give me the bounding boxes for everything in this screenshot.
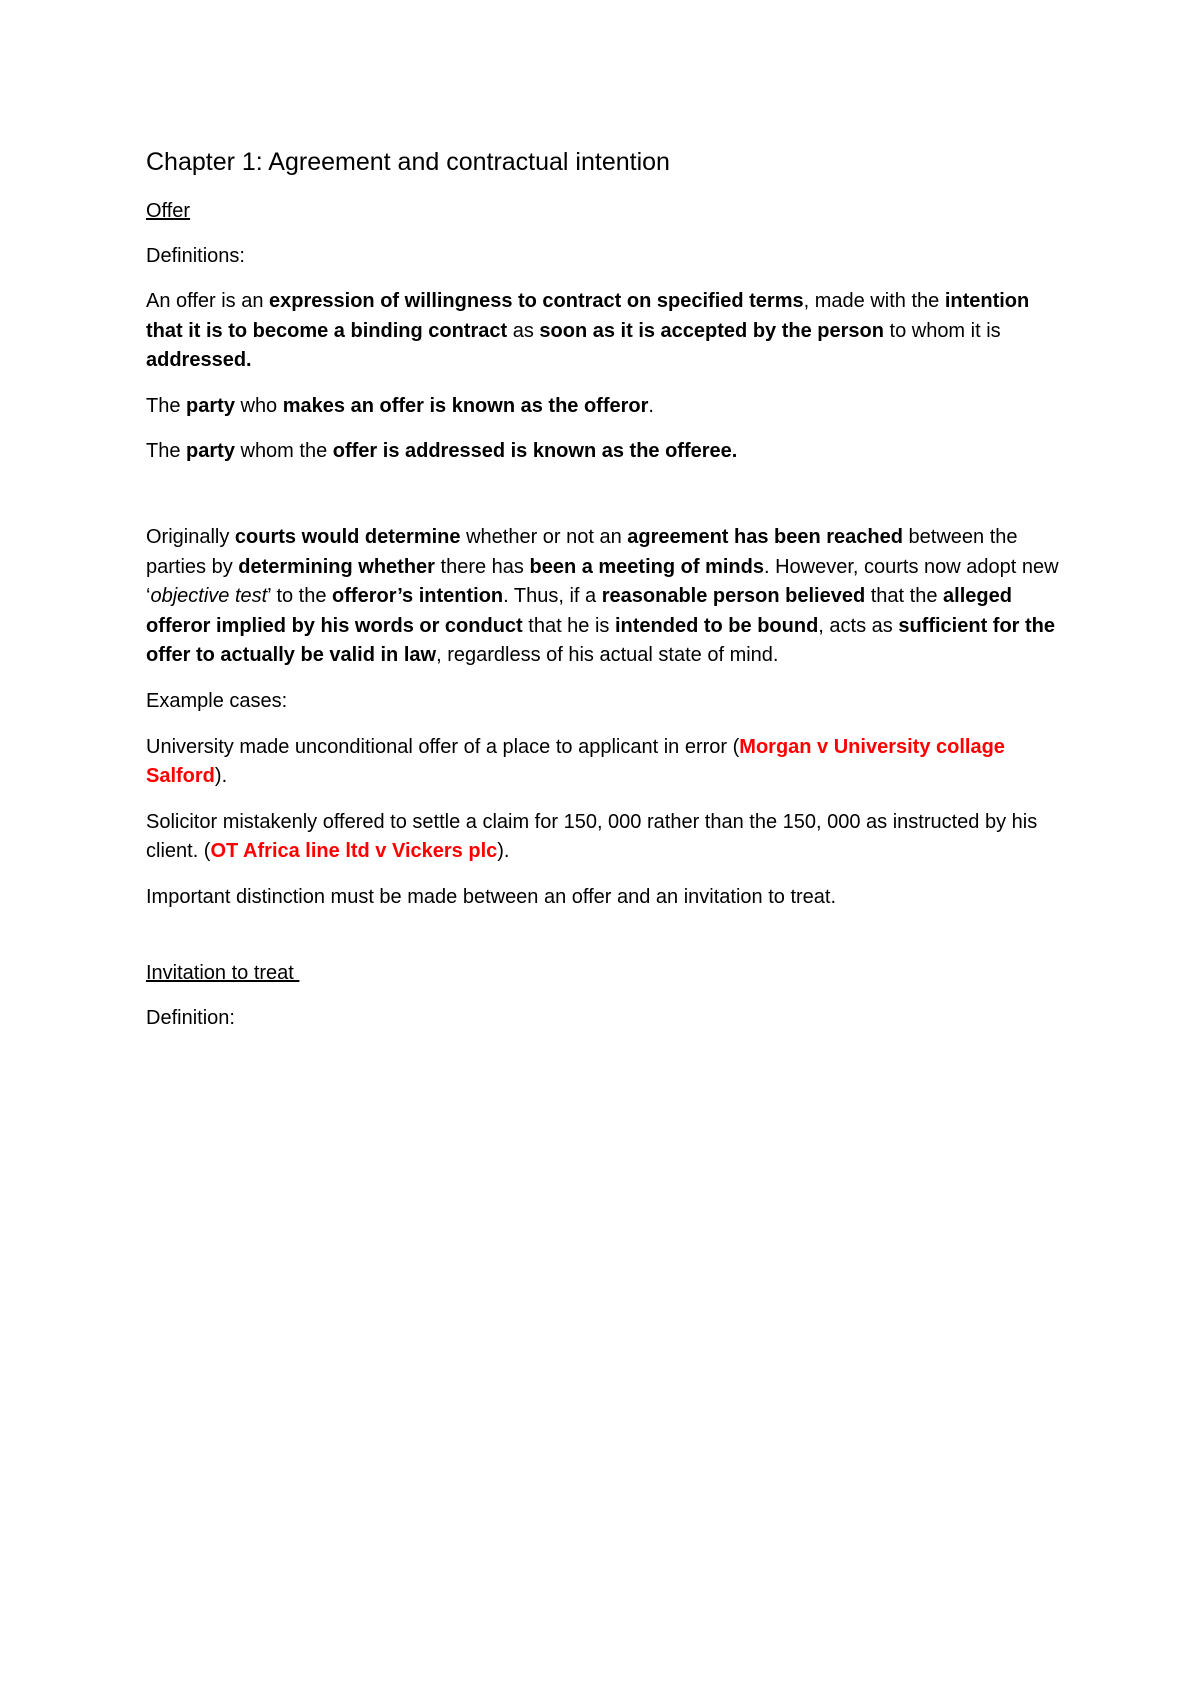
distinction-paragraph: Important distinction must be made between an offer and an invitation to treat. bbox=[146, 886, 837, 908]
text-run: Originally bbox=[146, 526, 235, 549]
text-run: that the bbox=[865, 585, 944, 608]
bold-run: expression of willingness to contract on specified terms bbox=[269, 290, 804, 313]
bold-run: soon as it is accepted by the person bbox=[539, 319, 884, 342]
bold-run: offer is addressed is known as the offeree. bbox=[332, 440, 738, 463]
text-run: Solicitor mistakenly offered to settle a claim for 150, 000 rather than the 150, 000 as instructed by his client. ( bbox=[146, 810, 1038, 863]
chapter-title: Chapter 1: Agreement and contractual intention bbox=[146, 148, 670, 176]
text-run: . Thus, if a bbox=[503, 585, 602, 608]
document-body bbox=[146, 146, 1066, 1049]
text-run: . However, courts now adopt new ‘ bbox=[146, 555, 1059, 608]
bold-run: been a meeting of minds bbox=[529, 555, 764, 578]
bold-run: sufficient for the offer to actually be valid in law bbox=[146, 614, 1055, 667]
text-run: that he is bbox=[522, 614, 615, 637]
text-run: An offer is an bbox=[146, 290, 270, 313]
text-run: as bbox=[507, 319, 540, 342]
case-citation: Morgan v University collage Salford bbox=[146, 735, 1005, 788]
text-run: ). bbox=[214, 765, 228, 788]
text-run: University made unconditional offer of a place to applicant in error ( bbox=[146, 735, 740, 758]
text-run: , made with the bbox=[803, 290, 945, 313]
bold-run: determining whether bbox=[238, 555, 435, 578]
example-case-paragraph bbox=[146, 808, 1066, 867]
text-run: whether or not an bbox=[460, 526, 628, 549]
section-heading-offer: Offer bbox=[146, 199, 191, 222]
text-run: ’ to the bbox=[267, 585, 333, 608]
text-run: ). bbox=[497, 840, 510, 863]
bold-run: offeror’s intention bbox=[332, 585, 504, 608]
bold-run: reasonable person believed bbox=[601, 585, 866, 608]
case-citation: OT Africa line ltd v Vickers plc bbox=[210, 840, 498, 863]
text-run: , regardless of his actual state of mind. bbox=[436, 644, 779, 667]
offeree-definition-paragraph bbox=[146, 437, 1066, 467]
definitions-label: Definitions: bbox=[146, 244, 245, 267]
text-run: whom the bbox=[234, 440, 333, 463]
bold-run: makes an offer is known as the offeror bbox=[282, 394, 649, 417]
bold-run: agreement has been reached bbox=[627, 526, 903, 549]
spacer bbox=[146, 483, 1066, 523]
spacer bbox=[146, 929, 1066, 959]
text-run: there has bbox=[434, 555, 530, 578]
bold-run: addressed. bbox=[146, 349, 252, 372]
section-heading-invitation-to-treat: Invitation to treat bbox=[146, 961, 300, 984]
italic-run: objective test bbox=[150, 585, 268, 608]
text-run: to whom it is bbox=[883, 319, 1001, 342]
example-cases-label: Example cases: bbox=[146, 690, 288, 713]
example-case-paragraph bbox=[146, 733, 1066, 792]
bold-run: intention that it is to become a binding contract bbox=[146, 290, 1030, 342]
definition-label: Definition: bbox=[146, 1006, 235, 1029]
text-run: who bbox=[234, 394, 283, 417]
bold-run: party bbox=[186, 440, 235, 463]
text-run: The bbox=[146, 394, 187, 417]
text-run: . bbox=[648, 394, 654, 417]
text-run: , acts as bbox=[818, 614, 899, 637]
bold-run: intended to be bound bbox=[614, 614, 819, 637]
text-run: The bbox=[146, 440, 187, 463]
offer-definition-paragraph bbox=[146, 287, 1066, 376]
bold-run: party bbox=[186, 394, 235, 417]
bold-run: alleged offeror implied by his words or conduct bbox=[146, 585, 1012, 637]
bold-run: courts would determine bbox=[234, 526, 461, 549]
text-run: between the parties by bbox=[146, 526, 1018, 578]
offeror-definition-paragraph bbox=[146, 392, 1066, 422]
objective-test-paragraph bbox=[146, 523, 1066, 671]
